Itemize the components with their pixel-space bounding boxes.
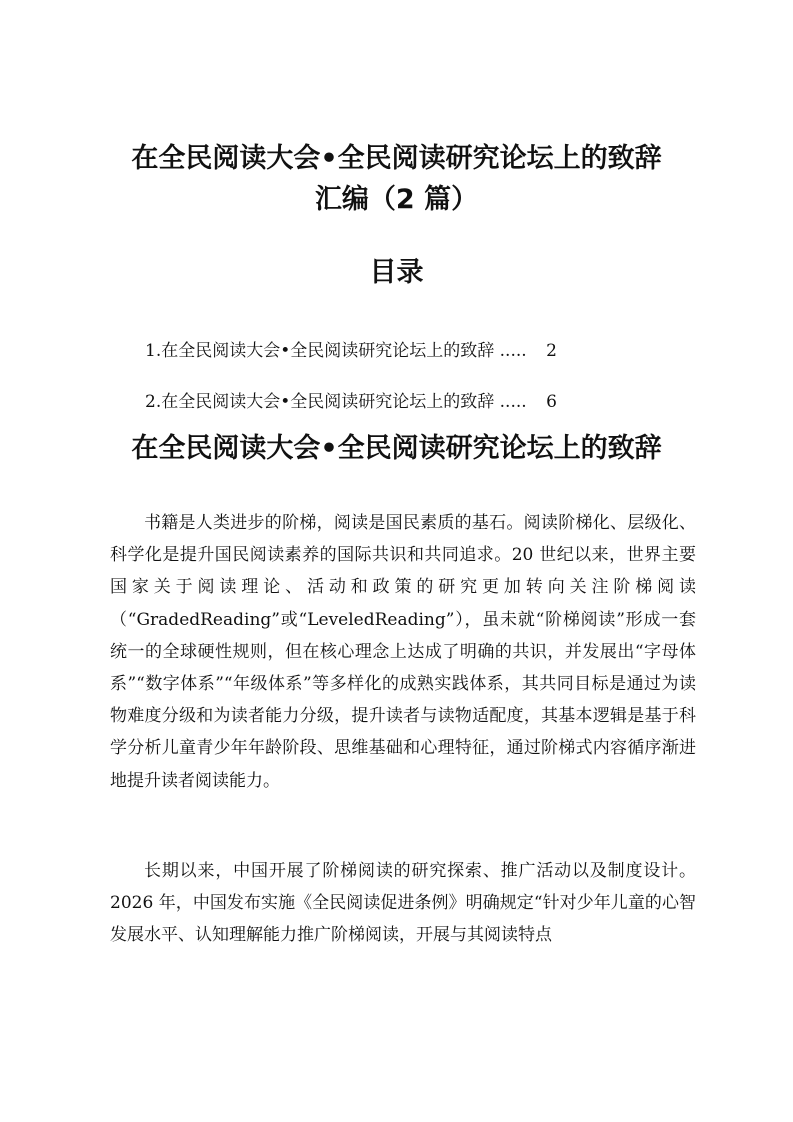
document-title-line-1: 在全民阅读大会•全民阅读研究论坛上的致辞 bbox=[131, 143, 662, 174]
toc-entry-label: 2.在全民阅读大会•全民阅读研究论坛上的致辞 bbox=[145, 392, 495, 412]
section-title: 在全民阅读大会•全民阅读研究论坛上的致辞 bbox=[131, 433, 662, 464]
toc-entry-1[interactable] bbox=[145, 339, 557, 363]
toc-page-number: 6 bbox=[546, 392, 557, 412]
toc-leader-dots: ..... bbox=[499, 392, 527, 412]
body-paragraph-2: 长期以来，中国开展了阶梯阅读的研究探索、推广活动以及制度设计。2026 年，中国发布实施《全民阅读促进条例》明确规定“针对少年儿童的心智发展水平、认知理解能力推广阶梯阅读，开展与其阅读特点 bbox=[110, 861, 696, 946]
toc-leader-dots: ..... bbox=[499, 341, 527, 361]
toc-heading: 目录 bbox=[369, 257, 424, 288]
toc-entry-2[interactable] bbox=[145, 390, 557, 414]
toc-entry-label: 1.在全民阅读大会•全民阅读研究论坛上的致辞 bbox=[145, 341, 495, 361]
body-paragraph-1: 书籍是人类进步的阶梯，阅读是国民素质的基石。阅读阶梯化、层级化、科学化是提升国民阅读素养的国际共识和共同追求。20 世纪以来，世界主要国家关于阅读理论、活动和政策的研究更加转向关注阶梯阅读（“GradedReading”或“LeveledReading”），虽未就“阶梯阅读”形成一套统一的全球硬性规则，但在核心理念上达成了明确的共识，并发展出“字母体系”“数字体系”“年级体系”等多样化的成熟实践体系，其共同目标是通过为读物难度分级和为读者能力分级，提升读者与读物适配度，其基本逻辑是基于科学分析儿童青少年年龄阶段、思维基础和心理特征，通过阶梯式内容循序渐进地提升读者阅读能力。 bbox=[110, 513, 696, 791]
toc-page-number: 2 bbox=[546, 341, 557, 361]
document-title-line-2: 汇编（2 篇） bbox=[314, 184, 479, 215]
